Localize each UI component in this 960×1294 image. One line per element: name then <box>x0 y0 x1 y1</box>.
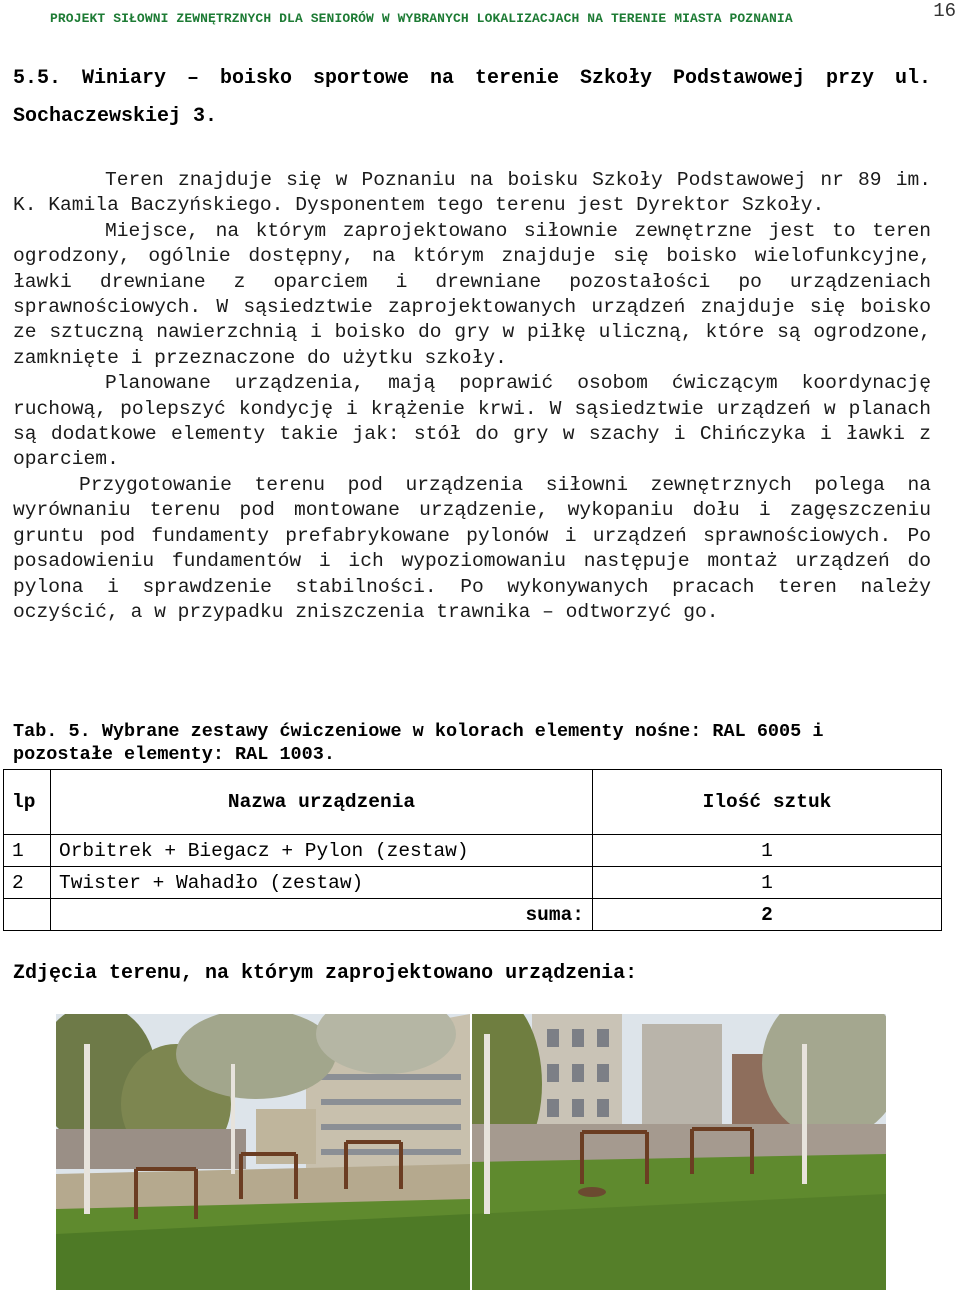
table-sum-row <box>4 899 942 931</box>
table-caption: Tab. 5. Wybrane zestawy ćwiczeniowe w kolorach elementy nośne: RAL 6005 i pozostałe elementy: RAL 1003. <box>13 721 824 765</box>
table-row <box>4 867 942 899</box>
paragraph: Teren znajduje się w Poznaniu na boisku Szkoły Podstawowej nr 89 im. K. Kamila Baczyńskiego. Dysponentem tego terenu jest Dyrektor Szkoły. <box>13 169 931 217</box>
sum-label: suma: <box>51 899 593 931</box>
sum-value: 2 <box>593 899 942 931</box>
site-photo-left <box>56 1014 470 1290</box>
paragraph: Miejsce, na którym zaprojektowano siłownie zewnętrzne jest to teren ogrodzony, ogólnie dostępny, na którym znajduje się boisko wielofunkcyjne, ławki drewniane z oparciem i drewniane pozostałości po urządzeniach sprawnościowych. W sąsiedztwie zaprojektowanych urządzeń znajduje się boisko ze sztuczną nawierzchnią i boisko do gry w piłkę uliczną, które są ogrodzone, zamknięte i przeznaczone do użytku szkoły. <box>13 219 931 369</box>
header-qty: Ilość sztuk <box>593 770 942 835</box>
table-row <box>4 835 942 867</box>
cell-empty <box>4 899 51 931</box>
cell-qty: 1 <box>593 867 942 899</box>
cell-lp: 2 <box>4 867 51 899</box>
photos-title: Zdjęcia terenu, na którym zaprojektowano urządzenia: <box>13 962 638 985</box>
paragraph: Planowane urządzenia, mają poprawić osobom ćwiczącym koordynację ruchową, polepszyć kondycję i krążenie krwi. W sąsiedztwie urządzeń w planach są dodatkowe elementy takie jak: stół do gry w szachy i Chińczyka i ławki z oparciem. <box>13 372 931 471</box>
body-text <box>13 168 931 625</box>
site-photo-right <box>472 1014 886 1290</box>
header-lp: lp <box>4 770 51 835</box>
cell-name: Twister + Wahadło (zestaw) <box>51 867 593 899</box>
cell-name: Orbitrek + Biegacz + Pylon (zestaw) <box>51 835 593 867</box>
section-title: 5.5. Winiary – boisko sportowe na terenie Szkoły Podstawowej przy ul. Sochaczewskiej 3. <box>13 67 931 128</box>
page-number: 16 <box>933 0 956 22</box>
table-header-row <box>4 770 942 835</box>
cell-qty: 1 <box>593 835 942 867</box>
cell-lp: 1 <box>4 835 51 867</box>
header-name: Nazwa urządzenia <box>51 770 593 835</box>
devices-table <box>3 769 942 931</box>
running-header: PROJEKT SIŁOWNI ZEWNĘTRZNYCH DLA SENIORÓW W WYBRANYCH LOKALIZACJACH NA TERENIE MIASTA POZNANIA <box>50 11 793 26</box>
paragraph: Przygotowanie terenu pod urządzenia siłowni zewnętrznych polega na wyrównaniu terenu pod montowane urządzenie, wykopaniu dołu i zagęszczeniu gruntu pod fundamenty prefabrykowane pylonów i urządzeń sprawnościowych. Po posadowieniu fundamentów i ich wypoziomowaniu następuje montaż urządzeń do pylona i sprawdzenie stabilności. Po wykonywanych pracach teren należy oczyścić, a w przypadku zniszczenia trawnika – odtworzyć go. <box>13 473 931 623</box>
